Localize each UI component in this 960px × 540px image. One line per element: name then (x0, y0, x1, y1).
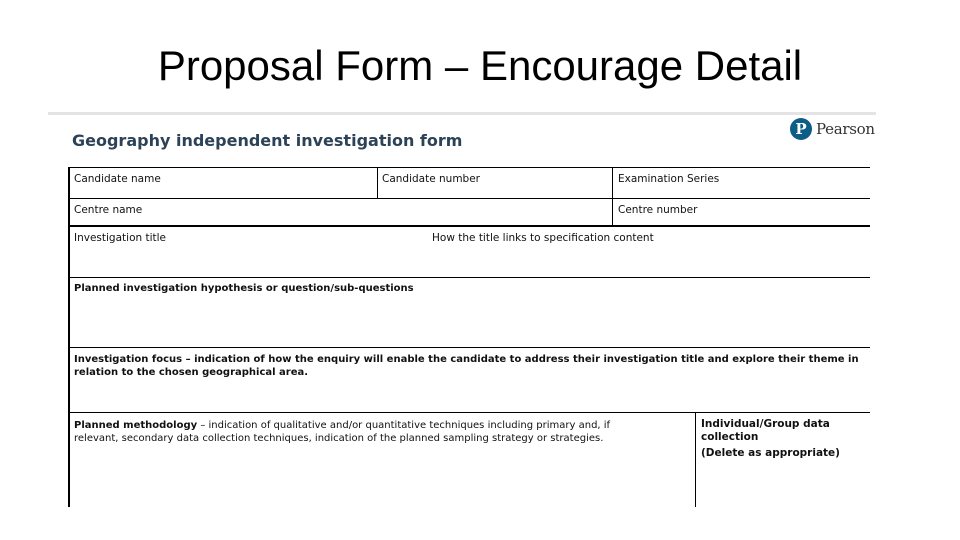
row6-divider (695, 412, 696, 507)
pearson-logo-icon: P (790, 118, 812, 140)
row5-top-line (68, 347, 870, 348)
candidate-name-label: Candidate name (74, 173, 161, 185)
slide-title: Proposal Form – Encourage Detail (157, 42, 803, 89)
centre-number-label: Centre number (618, 204, 698, 216)
investigation-focus-label: Investigation focus – indication of how the enquiry will enable the candidate to address their investigation title and explore their theme in relation to the chosen geographical area. (74, 354, 859, 378)
pearson-logo-text: Pearson (816, 120, 875, 138)
examination-series-label: Examination Series (618, 173, 720, 185)
methodology-title: Planned methodology (74, 420, 198, 431)
hypothesis-label: Planned investigation hypothesis or question/sub-questions (74, 283, 414, 294)
row2-top-line (68, 198, 870, 199)
pearson-logo (790, 116, 875, 142)
row4-top-line (68, 277, 870, 278)
row1-divider-a (377, 167, 378, 198)
candidate-number-label: Candidate number (382, 173, 480, 185)
top-divider (48, 112, 876, 115)
investigation-title-label: Investigation title (74, 232, 167, 244)
title-links-label: How the title links to specification content (432, 232, 654, 244)
methodology-description: – indication of qualitative and/or quantitative techniques including primary and, if relevant, secondary data collection techniques, indication of the planned sampling strategy or strategies. (74, 420, 611, 444)
form-left-border (68, 167, 70, 507)
row1-divider-b (612, 167, 613, 225)
row1-top-line (68, 167, 870, 168)
data-collection-label: Individual/Group data collection (701, 418, 830, 443)
row3-top-line (68, 225, 870, 227)
investigation-form (48, 112, 876, 512)
methodology-label (74, 419, 654, 445)
centre-name-label: Centre name (74, 204, 143, 216)
delete-note-label: (Delete as appropriate) (701, 447, 840, 459)
form-heading: Geography independent investigation form (72, 131, 463, 150)
row6-top-line (68, 412, 870, 413)
